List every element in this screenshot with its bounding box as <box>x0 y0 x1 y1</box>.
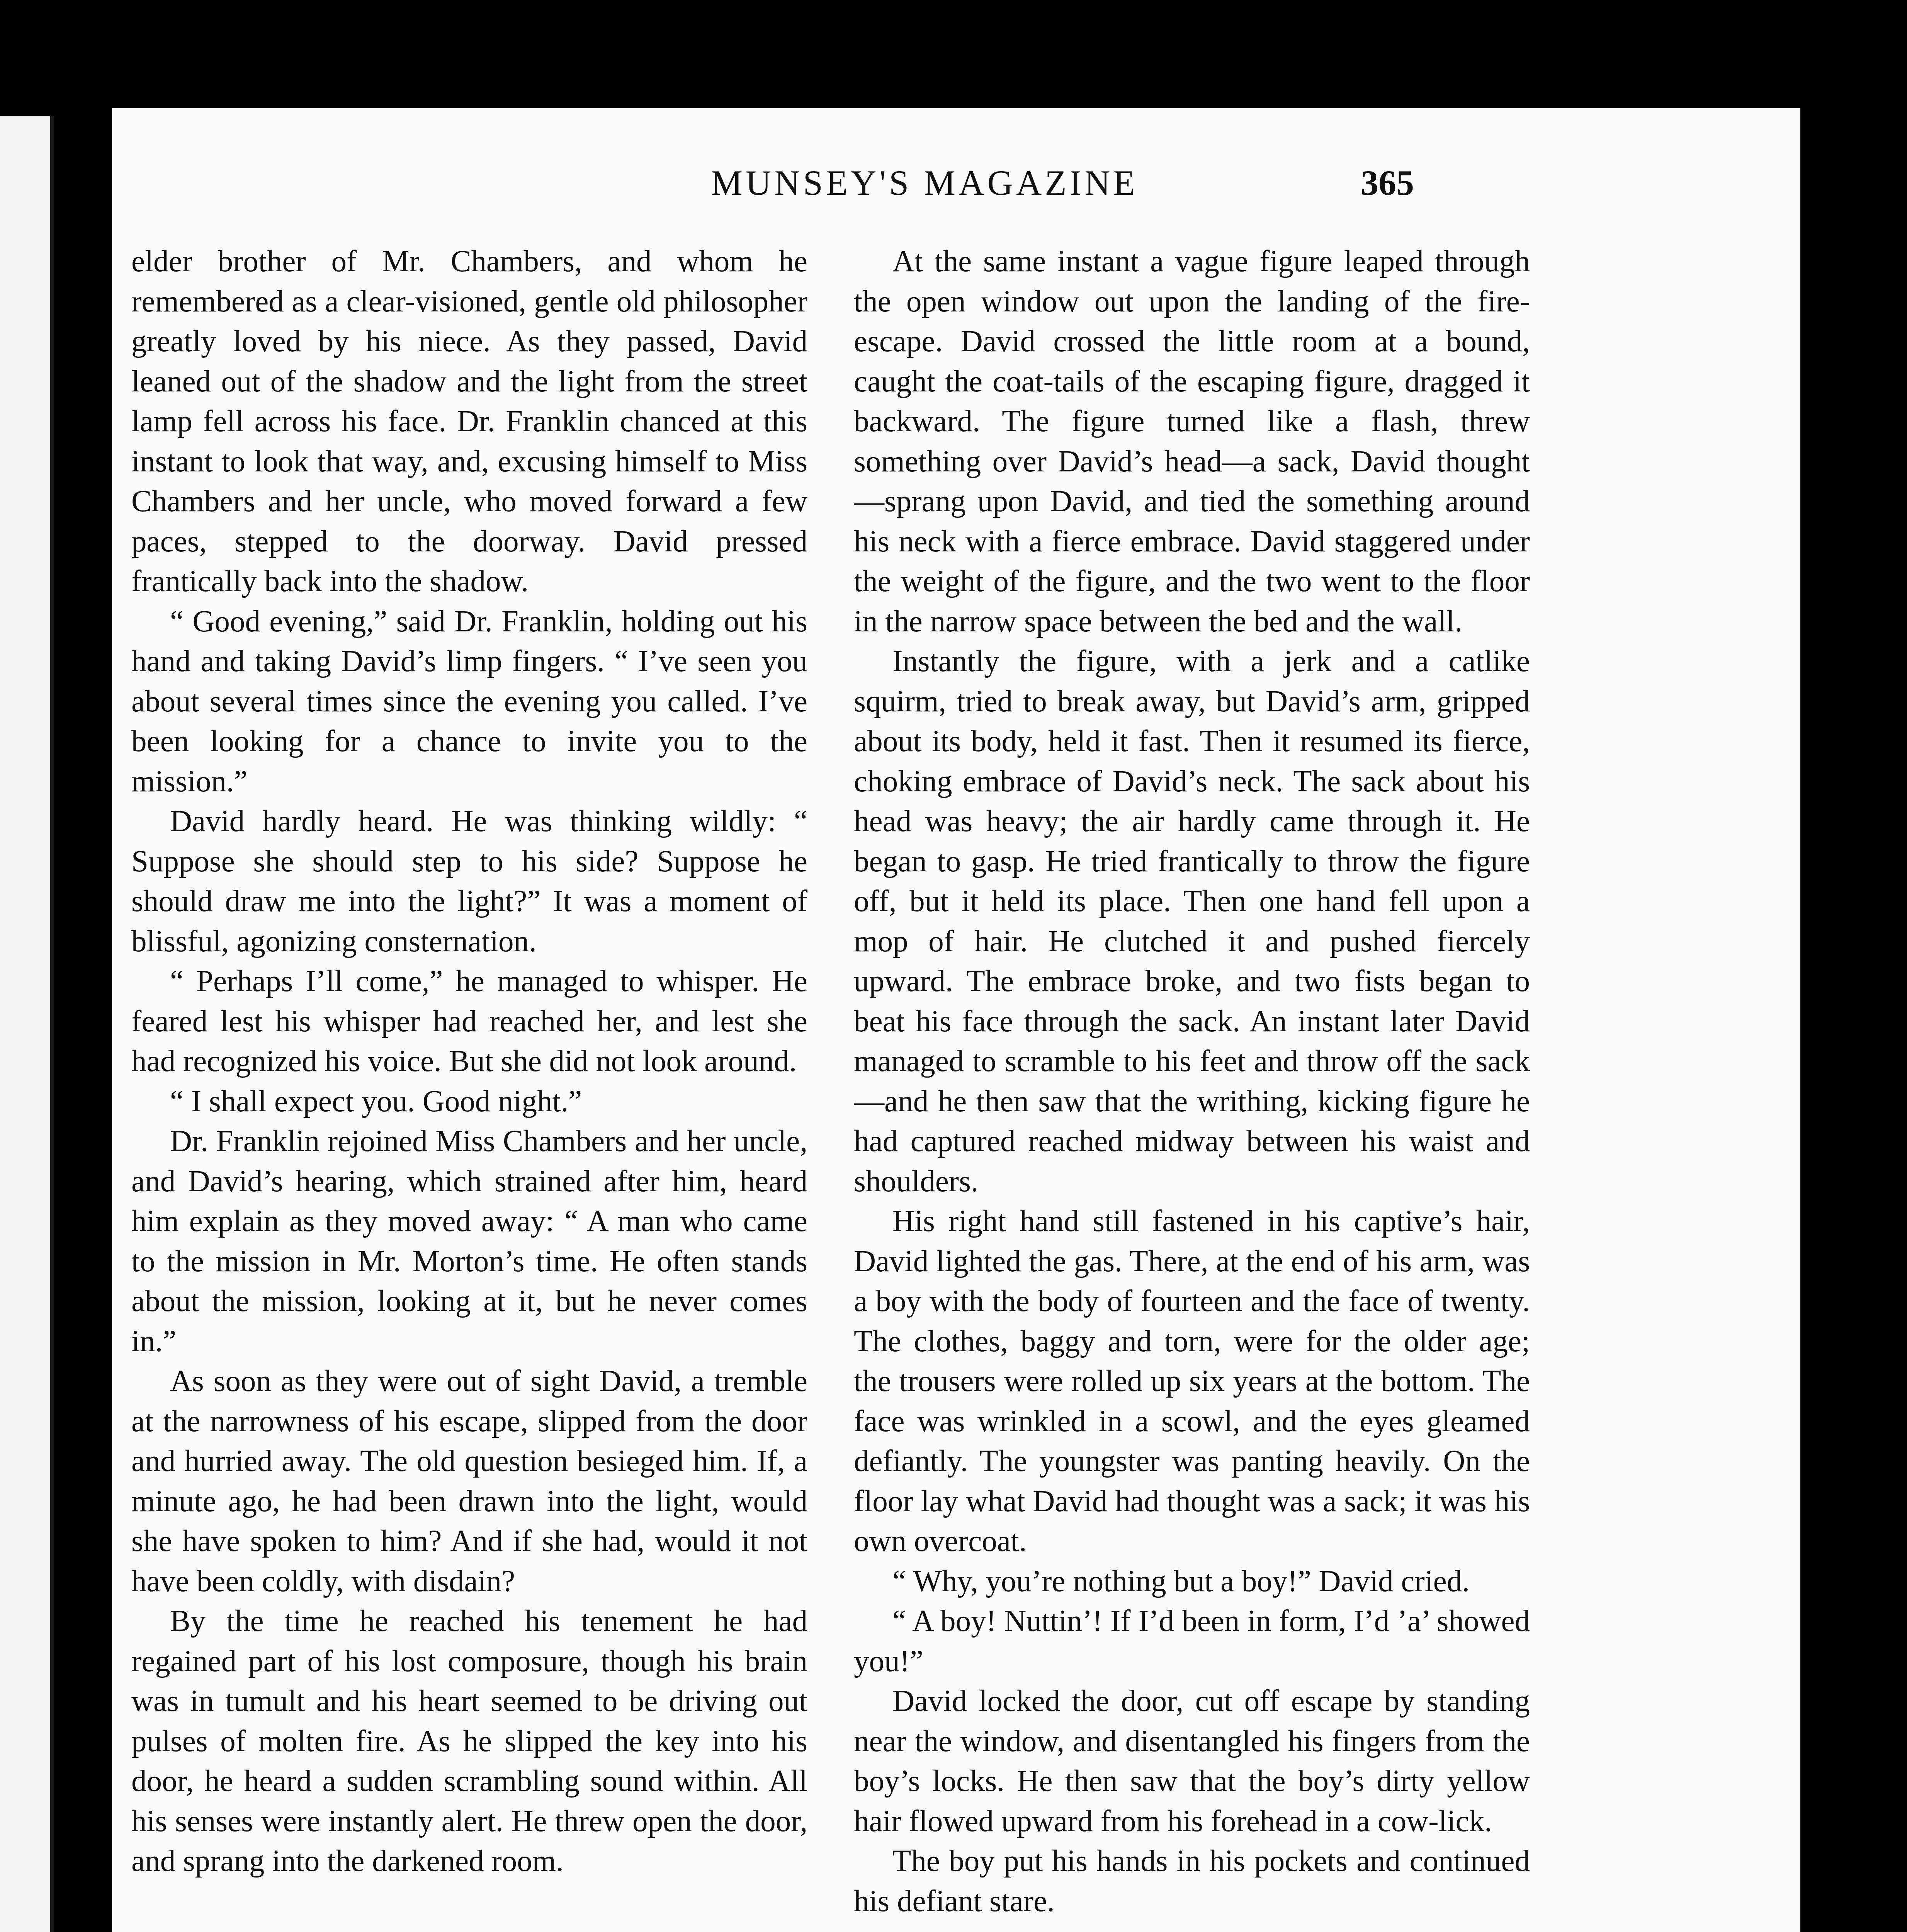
text-columns <box>131 242 1530 1932</box>
paragraph: “ Perhaps I’ll come,” he managed to whisper. He feared lest his whisper had reached her, and lest she had recognized his voice. But she did not look around. <box>131 964 807 1078</box>
page-number: 365 <box>1361 163 1414 202</box>
magazine-title: MUNSEY'S MAGAZINE <box>711 163 1138 202</box>
paragraph: His right hand still fastened in his captive’s hair, David lighted the gas. There, at the end of his arm, was a boy with the body of fourteen and the face of twenty. The clothes, baggy and torn, were for the older age; the trousers were rolled up six years at the bottom. The face was wrinkled in a scowl, and the eyes gleamed defiantly. The youngster was panting heavily. On the floor lay what David had thought was a sack; it was his own overcoat. <box>854 1204 1530 1558</box>
paragraph: David hardly heard. He was thinking wildly: “ Suppose she should step to his side? Suppose he should draw me into the light?” It was a moment of blissful, agonizing consternation. <box>131 804 807 958</box>
paragraph: Dr. Franklin rejoined Miss Chambers and her uncle, and David’s hearing, which strained after him, heard him explain as they moved away: “ A man who came to the mission in Mr. Morton’s time. He often stands about the mission, looking at it, but he never comes in.” <box>131 1124 807 1358</box>
paragraph: The boy put his hands in his pockets and continued his defiant stare. <box>854 1844 1530 1918</box>
paragraph: At the same instant a vague figure leaped through the open window out upon the landing of the fire-escape. David crossed the little room at a bound, caught the coat-tails of the escaping figure, dragged it backward. The figure turned like a flash, threw something over David’s head—a sack, David thought—sprang upon David, and tied the something around his neck with a fierce embrace. David staggered under the weight of the figure, and the two went to the floor in the narrow space between the bed and the wall. <box>854 245 1530 638</box>
paragraph: “ I shall expect you. Good night.” <box>170 1084 582 1118</box>
paragraph: As soon as they were out of sight David, a tremble at the narrowness of his escape, slipped from the door and hurried away. The old question besieged him. If, a minute ago, he had been drawn into the light, would she have spoken to him? And if she had, would it not have been coldly, with disdain? <box>131 1364 807 1598</box>
paragraph: “ Why, you’re nothing but a boy!” David cried. <box>892 1564 1470 1598</box>
paragraph: Instantly the figure, with a jerk and a catlike squirm, tried to break away, but David’s arm, gripped about its body, held it fast. Then it resumed its fierce, choking embrace of David’s neck. The sack about his head was heavy; the air hardly came through it. He began to gasp. He tried frantically to throw the figure off, but it held its place. Then one hand fell upon a mop of hair. He clutched it and pushed fiercely upward. The embrace broke, and two fists began to beat his face through the sack. An instant later David managed to scramble to his feet and throw off the sack—and he then saw that the writhing, kicking figure he had captured reached midway between his waist and shoulders. <box>854 645 1530 1198</box>
paragraph: elder brother of Mr. Chambers, and whom he remembered as a clear-visioned, gentle old philosopher greatly loved by his niece. As they passed, David leaned out of the shadow and the light from the street lamp fell across his face. Dr. Franklin chanced at this instant to look that way, and, excusing himself to Miss Chambers and her uncle, who moved forward a few paces, stepped to the doorway. David pressed frantically back into the shadow. <box>131 245 807 598</box>
left-column <box>131 242 807 1932</box>
right-column <box>854 242 1530 1932</box>
adjacent-page-edge <box>0 116 54 1932</box>
paragraph: “ Good evening,” said Dr. Franklin, holding out his hand and taking David’s limp fingers. “ I’ve seen you about several times since the evening you called. I’ve been looking for a chance to invite you to the mission.” <box>131 604 807 798</box>
running-head <box>131 162 1414 213</box>
paragraph: “ A boy! Nuttin’! If I’d been in form, I’d ’a’ showed you!” <box>854 1604 1530 1678</box>
paragraph: By the time he reached his tenement he had regained part of his lost composure, though his brain was in tumult and his heart seemed to be driving out pulses of molten fire. As he slipped the key into his door, he heard a sudden scrambling sound within. All his senses were instantly alert. He threw open the door, and sprang into the darkened room. <box>131 1604 807 1878</box>
paragraph: David locked the door, cut off escape by standing near the window, and disentangled his fingers from the boy’s locks. He then saw that the boy’s dirty yellow hair flowed upward from his forehead in a cow-lick. <box>854 1684 1530 1838</box>
